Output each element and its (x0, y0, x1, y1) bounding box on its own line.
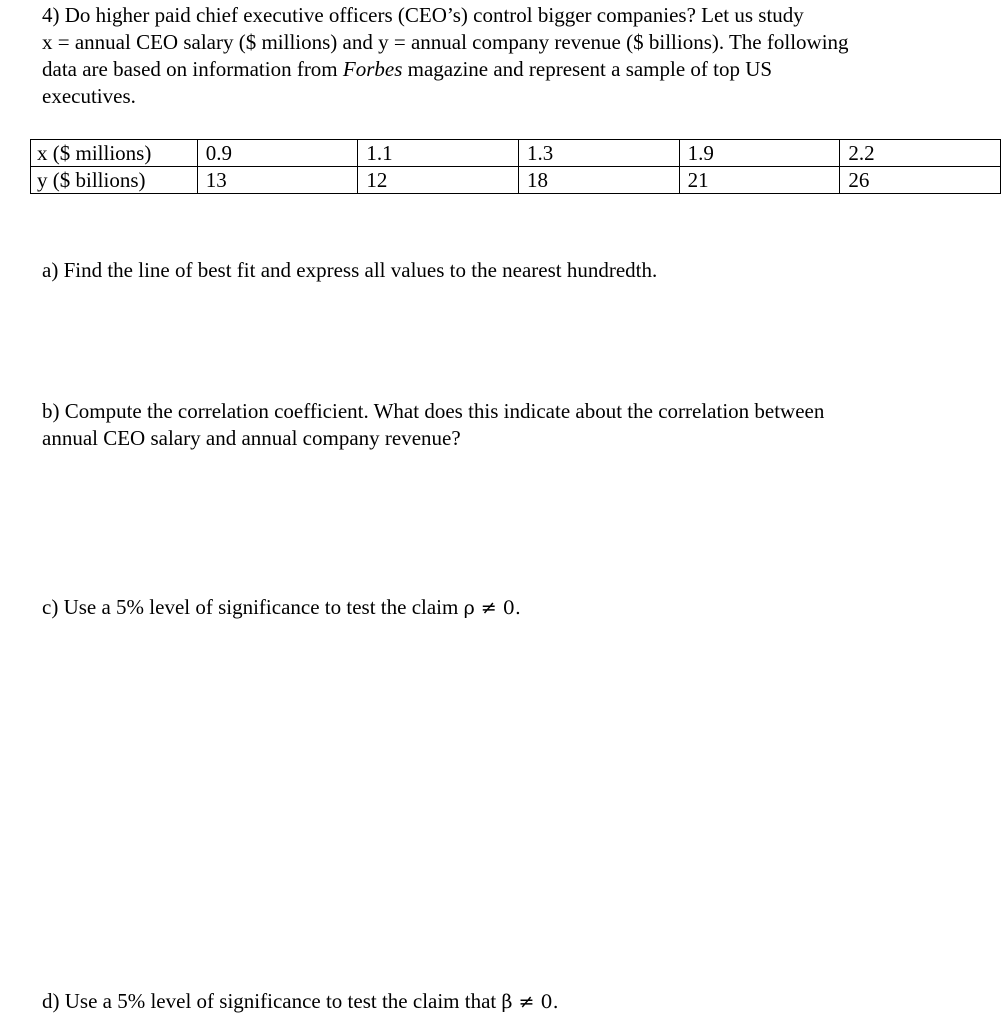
rho-claim: ρ ≠ 0. (463, 597, 521, 619)
part-d-prompt: d) Use a 5% level of significance to test the claim that β ≠ 0. (42, 989, 559, 1013)
part-b-line-1: b) Compute the correlation coefficient. What does this indicate about the correlation between (42, 399, 825, 423)
y-value-cell: 26 (840, 167, 1001, 194)
y-value-cell: 21 (679, 167, 840, 194)
intro-line-3: data are based on information from Forbes magazine and represent a sample of top US (42, 57, 773, 81)
y-value-cell: 18 (519, 167, 680, 194)
source-name: Forbes (342, 57, 403, 81)
x-value-cell: 0.9 (197, 140, 358, 167)
part-c-prompt: c) Use a 5% level of significance to test the claim ρ ≠ 0. (42, 595, 521, 619)
x-value-cell: 1.9 (679, 140, 840, 167)
intro-line-2: x = annual CEO salary ($ millions) and y = annual company revenue ($ billions). The following (42, 30, 849, 54)
x-value-cell: 2.2 (840, 140, 1001, 167)
intro-line-4: executives. (42, 84, 136, 108)
y-header-cell: y ($ billions) (31, 167, 198, 194)
question-number: 4) (42, 3, 60, 27)
table-row-x (31, 140, 1001, 167)
table-row-y (31, 167, 1001, 194)
y-value-cell: 13 (197, 167, 358, 194)
question-intro (42, 2, 997, 110)
x-value-cell: 1.3 (519, 140, 680, 167)
x-value-cell: 1.1 (358, 140, 519, 167)
intro-line-1: 4) Do higher paid chief executive officers (CEO’s) control bigger companies? Let us study (42, 3, 804, 27)
part-b-line-2: annual CEO salary and annual company revenue? (42, 426, 461, 450)
beta-claim: β ≠ 0. (501, 991, 559, 1013)
y-value-cell: 12 (358, 167, 519, 194)
x-header-cell: x ($ millions) (31, 140, 198, 167)
data-table (30, 139, 1001, 194)
part-b-prompt (42, 398, 982, 452)
part-a-prompt: a) Find the line of best fit and express all values to the nearest hundredth. (42, 258, 658, 282)
